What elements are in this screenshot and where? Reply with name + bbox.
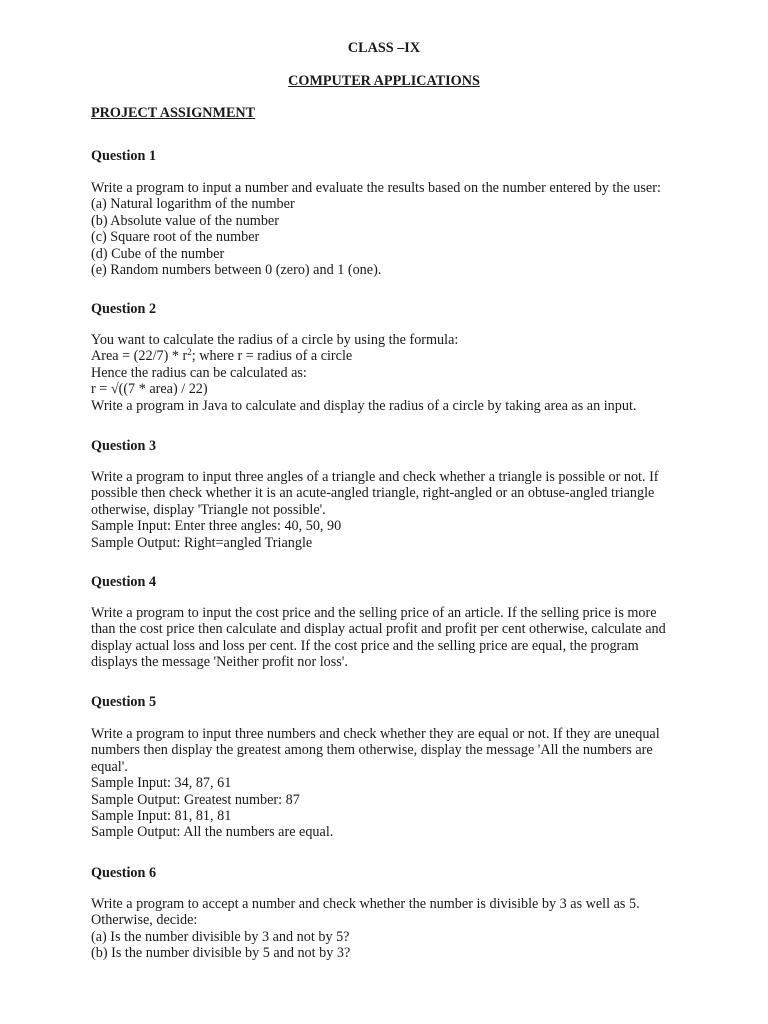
- question-6-body: [91, 896, 671, 962]
- question-4-heading: Question 4: [91, 574, 157, 590]
- question-line: Sample Input: Enter three angles: 40, 50, 90: [91, 518, 342, 535]
- question-line: display actual loss and loss per cent. If the cost price and the selling price are equal, the program: [91, 637, 639, 654]
- question-line: (a) Is the number divisible by 3 and not by 5?: [91, 928, 350, 945]
- question-2-heading: Question 2: [91, 301, 157, 317]
- question-line: Write a program to input a number and evaluate the results based on the number entered by the user:: [91, 180, 661, 196]
- question-line: equal'.: [91, 758, 128, 775]
- question-4-body: [91, 605, 671, 671]
- question-1-heading: Question 1: [91, 148, 157, 164]
- question-1-body: [91, 180, 671, 278]
- question-line: Write a program to accept a number and check whether the number is divisible by 3 as well as 5.: [91, 896, 640, 912]
- question-3-heading: Question 3: [91, 438, 157, 454]
- question-line: numbers then display the greatest among them otherwise, display the message 'All the numbers are: [91, 742, 653, 759]
- question-line: Write a program to input three angles of a triangle and check whether a triangle is possible or not. If: [91, 469, 659, 485]
- question-line: Sample Output: Greatest number: 87: [91, 791, 300, 808]
- superscript-exponent: 2: [187, 347, 192, 358]
- question-line: (d) Cube of the number: [91, 245, 225, 262]
- question-line: otherwise, display 'Triangle not possible'.: [91, 501, 326, 518]
- subject-title: COMPUTER APPLICATIONS: [288, 73, 480, 89]
- question-5-heading: Question 5: [91, 694, 157, 710]
- question-3-body: [91, 469, 671, 551]
- question-line: displays the message 'Neither profit nor loss'.: [91, 654, 348, 671]
- question-6-heading: Question 6: [91, 865, 157, 881]
- question-line: Write a program to input the cost price and the selling price of an article. If the selling price is more: [91, 605, 657, 621]
- question-line: (b) Is the number divisible by 5 and not by 3?: [91, 945, 351, 962]
- section-title: PROJECT ASSIGNMENT: [91, 105, 256, 121]
- question-line: Otherwise, decide:: [91, 912, 198, 929]
- question-line: Sample Input: 81, 81, 81: [91, 807, 232, 824]
- question-line: Sample Output: Right=angled Triangle: [91, 534, 313, 551]
- question-line: Write a program to input three numbers and check whether they are equal or not. If they are unequal: [91, 726, 660, 742]
- question-line-formula: Area = $(22/7) * r^2$; where r = radius of a circle: [91, 347, 353, 365]
- question-line: possible then check whether it is an acute-angled triangle, right-angled or an obtuse-angled triangle: [91, 485, 655, 502]
- question-2-body: [91, 332, 671, 414]
- question-line: (c) Square root of the number: [91, 229, 260, 246]
- question-line: (a) Natural logarithm of the number: [91, 196, 295, 213]
- question-5-body: [91, 726, 671, 841]
- class-title: CLASS –IX: [347, 40, 421, 56]
- question-line: r = √((7 * area) / 22): [91, 381, 208, 398]
- question-line: Hence the radius can be calculated as:: [91, 364, 307, 381]
- question-line: Sample Output: All the numbers are equal.: [91, 824, 334, 841]
- question-line: Write a program in Java to calculate and display the radius of a circle by taking area as an input.: [91, 397, 637, 414]
- question-line: (e) Random numbers between 0 (zero) and 1 (one).: [91, 261, 382, 278]
- question-line: than the cost price then calculate and display actual profit and profit per cent otherwise, calculate and: [91, 621, 666, 638]
- question-line: (b) Absolute value of the number: [91, 212, 279, 229]
- question-line: You want to calculate the radius of a circle by using the formula:: [91, 332, 459, 348]
- question-line: Sample Input: 34, 87, 61: [91, 775, 232, 792]
